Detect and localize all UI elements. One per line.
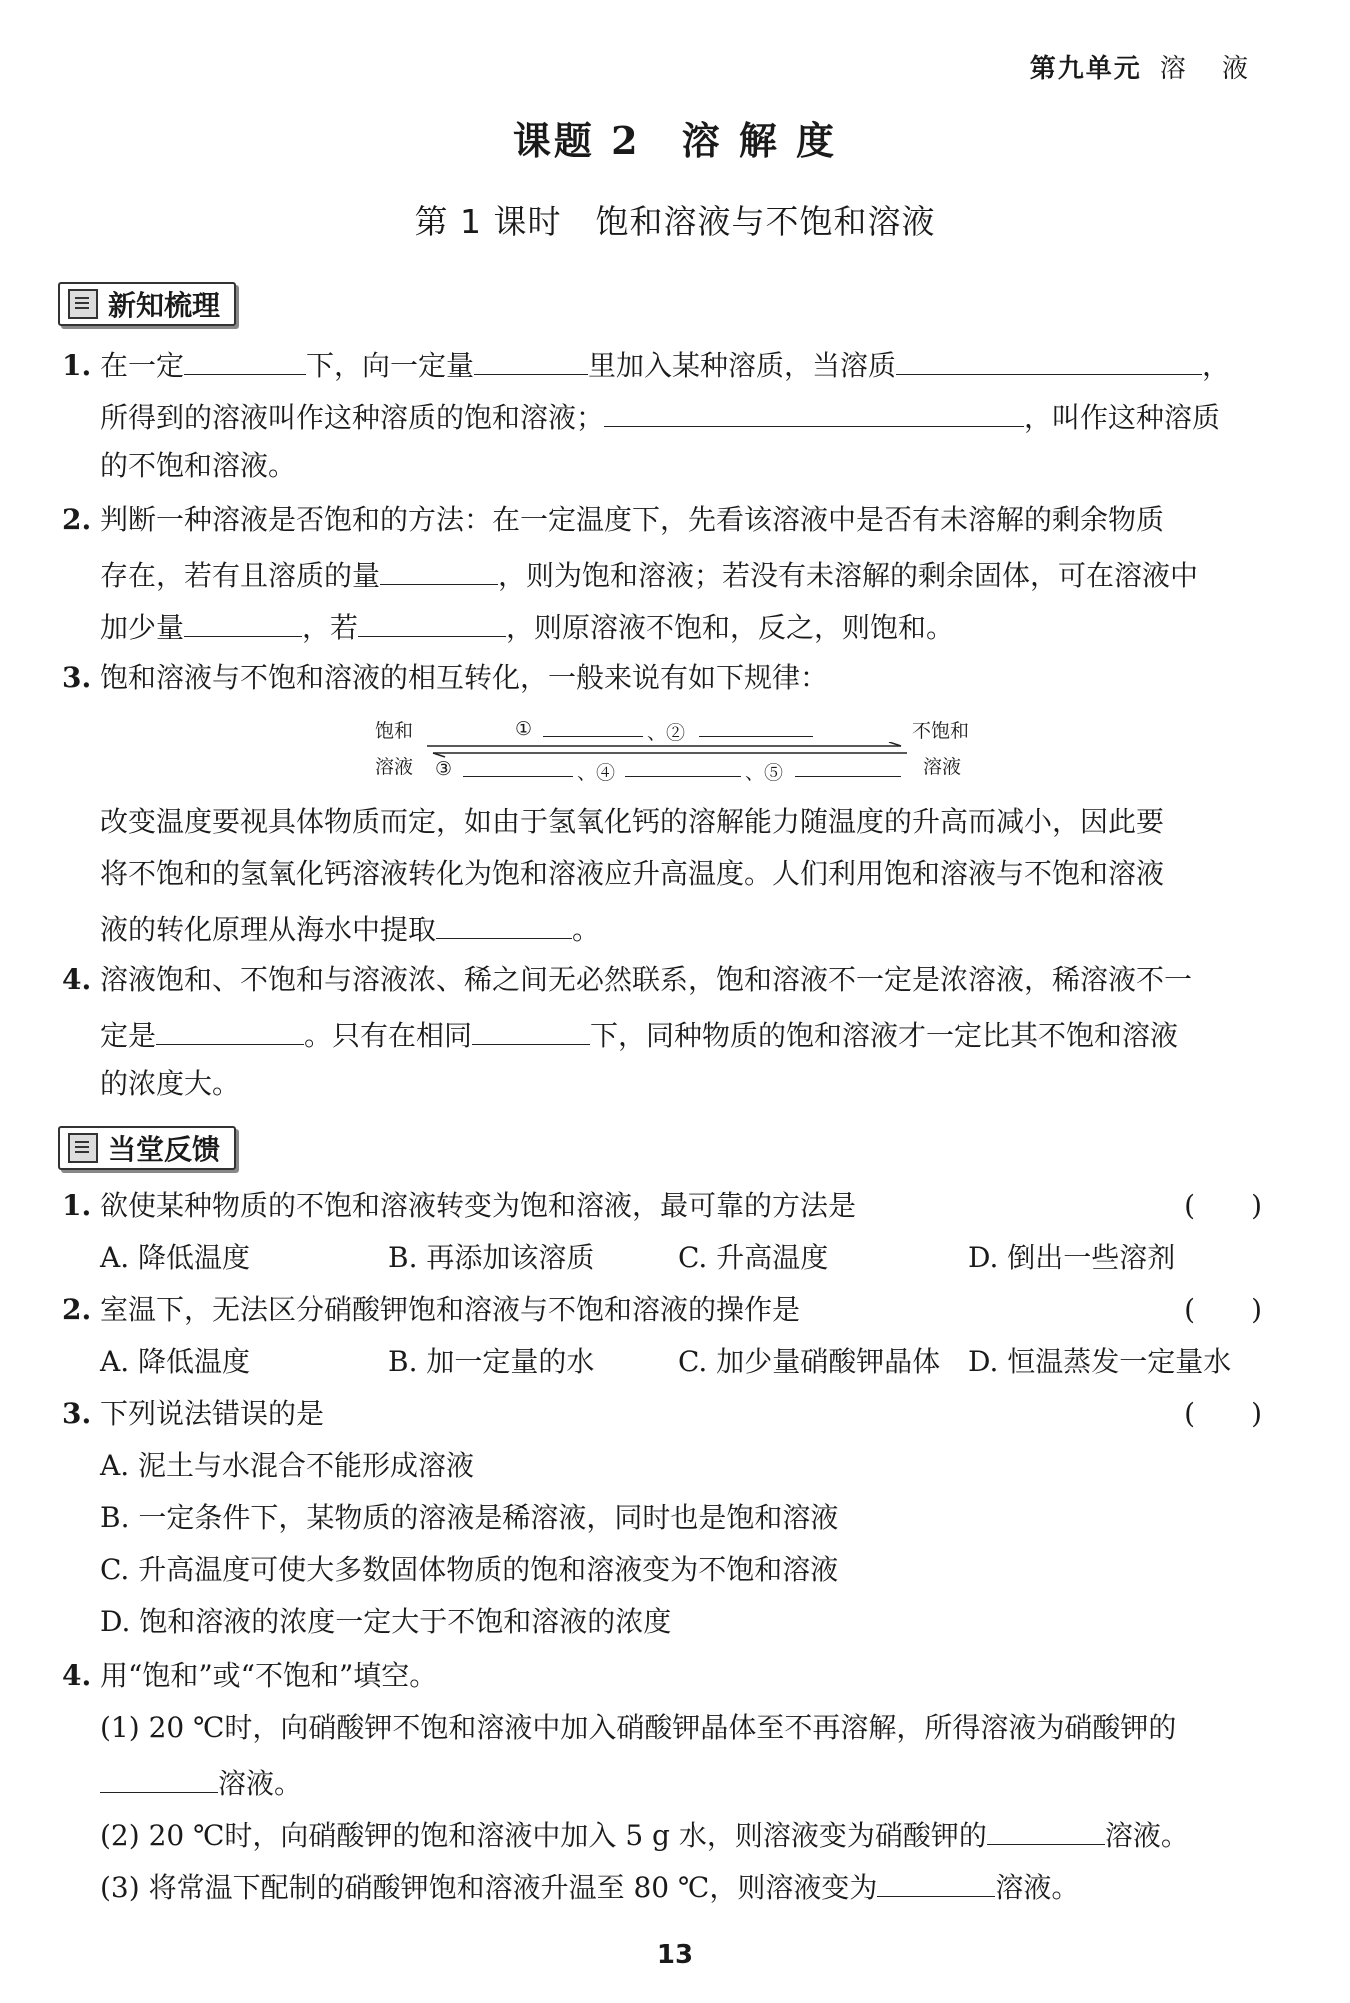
text: ，则为饱和溶液；若没有未溶解的剩余固体，可在溶液中 xyxy=(498,559,1199,592)
unit-label: 第九单元 xyxy=(1029,54,1142,84)
text: 饱和溶液与不饱和溶液的相互转化，一般来说有如下规律： xyxy=(100,661,829,694)
page-number: 13 xyxy=(656,1940,694,1970)
option-b[interactable]: B. 加一定量的水 xyxy=(388,1345,595,1378)
answer-blank[interactable] xyxy=(474,348,588,375)
sub-question-1 xyxy=(62,1711,1262,1744)
question-number: 3. xyxy=(62,661,92,694)
text: ，叫作这种溶质 xyxy=(1024,401,1221,434)
answer-blank[interactable] xyxy=(625,756,741,777)
answer-blank[interactable] xyxy=(543,716,643,737)
answer-blank[interactable] xyxy=(358,610,506,637)
question-4 xyxy=(62,963,1262,996)
question-number: 2. xyxy=(62,503,92,536)
text: 改变温度要视具体物质而定，如由于氢氧化钙的溶解能力随温度的升高而减小，因此要 xyxy=(100,805,1165,838)
answer-blank[interactable] xyxy=(604,400,1024,427)
sub-question-2 xyxy=(62,1818,1262,1850)
question-text: 欲使某种物质的不饱和溶液转变为饱和溶液，最可靠的方法是 xyxy=(100,1189,857,1222)
option-a[interactable]: A. 降低温度 xyxy=(100,1345,251,1378)
question-number: 3. xyxy=(62,1397,92,1430)
answer-blank[interactable] xyxy=(184,348,306,375)
question-text: 用“饱和”或“不饱和”填空。 xyxy=(100,1659,438,1692)
text: 里加入某种溶质，当溶质 xyxy=(588,349,897,382)
text: ，若 xyxy=(302,611,359,644)
sub-question-1-line-2 xyxy=(62,1766,1262,1798)
conversion-diagram xyxy=(375,712,995,788)
answer-blank[interactable] xyxy=(795,756,901,777)
question-number: 4. xyxy=(62,1659,92,1692)
option-d[interactable]: D. 饱和溶液的浓度一定大于不饱和溶液的浓度 xyxy=(100,1605,672,1638)
answer-parentheses[interactable]: ( ) xyxy=(1184,1293,1262,1326)
option-b[interactable]: B. 一定条件下，某物质的溶液是稀溶液，同时也是饱和溶液 xyxy=(100,1501,839,1534)
question-3-line-4 xyxy=(62,912,1262,944)
text: 加少量 xyxy=(100,611,185,644)
section-label-text: 新知梳理 xyxy=(108,289,221,322)
text: 。只有在相同 xyxy=(304,1019,473,1052)
answer-blank[interactable] xyxy=(156,1018,304,1045)
diagram-label-unsaturated: 不饱和 xyxy=(912,720,970,742)
unit-topic: 溶 液 xyxy=(1159,54,1262,84)
fill-question-4 xyxy=(62,1659,1262,1692)
answer-blank[interactable] xyxy=(436,912,572,939)
text: (1) 20 ℃时，向硝酸钾不饱和溶液中加入硝酸钾晶体至不再溶解，所得溶液为硝酸钾的 xyxy=(100,1711,1177,1744)
mc-question-1-options xyxy=(62,1241,1262,1274)
text: 的浓度大。 xyxy=(100,1067,241,1100)
question-text: 室温下，无法区分硝酸钾饱和溶液与不饱和溶液的操作是 xyxy=(100,1293,801,1326)
diagram-label-solution-right: 溶液 xyxy=(923,756,962,778)
question-3-line-3 xyxy=(62,857,1262,890)
mc-question-1 xyxy=(62,1189,1262,1222)
diagram-marker-5: 、⑤ xyxy=(745,762,784,784)
question-1-line-3 xyxy=(62,449,1262,482)
diagram-marker-1: ① xyxy=(515,718,533,740)
diagram-label-solution-left: 溶液 xyxy=(375,756,414,778)
text: 溶液。 xyxy=(995,1871,1080,1904)
answer-blank[interactable] xyxy=(472,1018,590,1045)
text: 将不饱和的氢氧化钙溶液转化为饱和溶液应升高温度。人们利用饱和溶液与不饱和溶液 xyxy=(100,857,1165,890)
text: 存在，若有且溶质的量 xyxy=(100,559,381,592)
text: ，则原溶液不饱和，反之，则饱和。 xyxy=(506,611,955,644)
section-label-class-feedback xyxy=(58,1126,236,1170)
option-c[interactable]: C. 升高温度可使大多数固体物质的饱和溶液变为不饱和溶液 xyxy=(100,1553,839,1586)
text: 在一定 xyxy=(100,349,185,382)
text: 溶液饱和、不饱和与溶液浓、稀之间无必然联系，饱和溶液不一定是浓溶液，稀溶液不一 xyxy=(100,963,1193,996)
mc-question-3 xyxy=(62,1397,1262,1430)
question-2-line-2 xyxy=(62,558,1262,590)
option-d[interactable]: D. 恒温蒸发一定量水 xyxy=(968,1345,1232,1378)
lesson-title: 课题 2 溶 解 度 xyxy=(512,118,838,163)
option-c[interactable]: C. 升高温度 xyxy=(678,1241,829,1274)
text: 溶液。 xyxy=(1104,1819,1189,1852)
text: 下，同种物质的饱和溶液才一定比其不饱和溶液 xyxy=(590,1019,1179,1052)
answer-blank[interactable] xyxy=(100,1766,218,1793)
option-d[interactable]: D. 倒出一些溶剂 xyxy=(968,1241,1176,1274)
option-a[interactable]: A. 泥土与水混合不能形成溶液 xyxy=(100,1449,475,1482)
lesson-subtitle: 第 1 课时 饱和溶液与不饱和溶液 xyxy=(414,202,936,241)
text: 溶液。 xyxy=(218,1767,303,1800)
answer-blank[interactable] xyxy=(380,558,498,585)
answer-blank[interactable] xyxy=(877,1870,995,1897)
question-number: 1. xyxy=(62,349,92,382)
section-label-text: 当堂反馈 xyxy=(108,1133,221,1166)
question-3-line-2 xyxy=(62,805,1262,838)
mc-question-2-options xyxy=(62,1345,1262,1378)
text: 定是 xyxy=(100,1019,157,1052)
question-number: 1. xyxy=(62,1189,92,1222)
text: 所得到的溶液叫作这种溶质的饱和溶液； xyxy=(100,401,605,434)
question-2-line-3 xyxy=(62,610,1262,642)
diagram-marker-4: 、④ xyxy=(577,762,616,784)
text: (2) 20 ℃时，向硝酸钾的饱和溶液中加入 5 g 水，则溶液变为硝酸钾的 xyxy=(100,1819,987,1852)
question-3 xyxy=(62,661,1262,694)
option-c[interactable]: C. 加少量硝酸钾晶体 xyxy=(678,1345,941,1378)
text: (3) 将常温下配制的硝酸钾饱和溶液升温至 80 ℃，则溶液变为 xyxy=(100,1871,878,1904)
answer-blank[interactable] xyxy=(896,348,1202,375)
question-4-line-2 xyxy=(62,1018,1262,1050)
answer-blank[interactable] xyxy=(463,756,573,777)
text: ， xyxy=(1202,349,1231,382)
answer-parentheses[interactable]: ( ) xyxy=(1184,1397,1262,1430)
section-label-new-knowledge xyxy=(58,282,236,326)
answer-parentheses[interactable]: ( ) xyxy=(1184,1189,1262,1222)
text: 的不饱和溶液。 xyxy=(100,449,297,482)
option-b[interactable]: B. 再添加该溶质 xyxy=(388,1241,595,1274)
question-2 xyxy=(62,503,1262,536)
question-text: 下列说法错误的是 xyxy=(100,1397,325,1430)
text: 判断一种溶液是否饱和的方法：在一定温度下，先看该溶液中是否有未溶解的剩余物质 xyxy=(100,503,1165,536)
mc-question-2 xyxy=(62,1293,1262,1326)
text: 液的转化原理从海水中提取 xyxy=(100,913,437,946)
question-1-line-2 xyxy=(62,400,1262,432)
book-icon xyxy=(68,289,98,319)
text: 。 xyxy=(572,913,601,946)
diagram-marker-2: 、② xyxy=(647,722,686,744)
pencil-note-icon xyxy=(68,1133,98,1163)
answer-blank[interactable] xyxy=(699,716,813,737)
question-number: 2. xyxy=(62,1293,92,1326)
option-a[interactable]: A. 降低温度 xyxy=(100,1241,251,1274)
question-1 xyxy=(62,348,1262,380)
answer-blank[interactable] xyxy=(184,610,302,637)
question-4-line-3 xyxy=(62,1067,1262,1100)
sub-question-3 xyxy=(62,1870,1262,1902)
question-number: 4. xyxy=(62,963,92,996)
diagram-marker-3: ③ xyxy=(435,758,453,780)
answer-blank[interactable] xyxy=(987,1818,1105,1845)
text: 下，向一定量 xyxy=(306,349,475,382)
unit-header xyxy=(1030,48,1262,85)
diagram-label-saturated: 饱和 xyxy=(375,720,414,742)
